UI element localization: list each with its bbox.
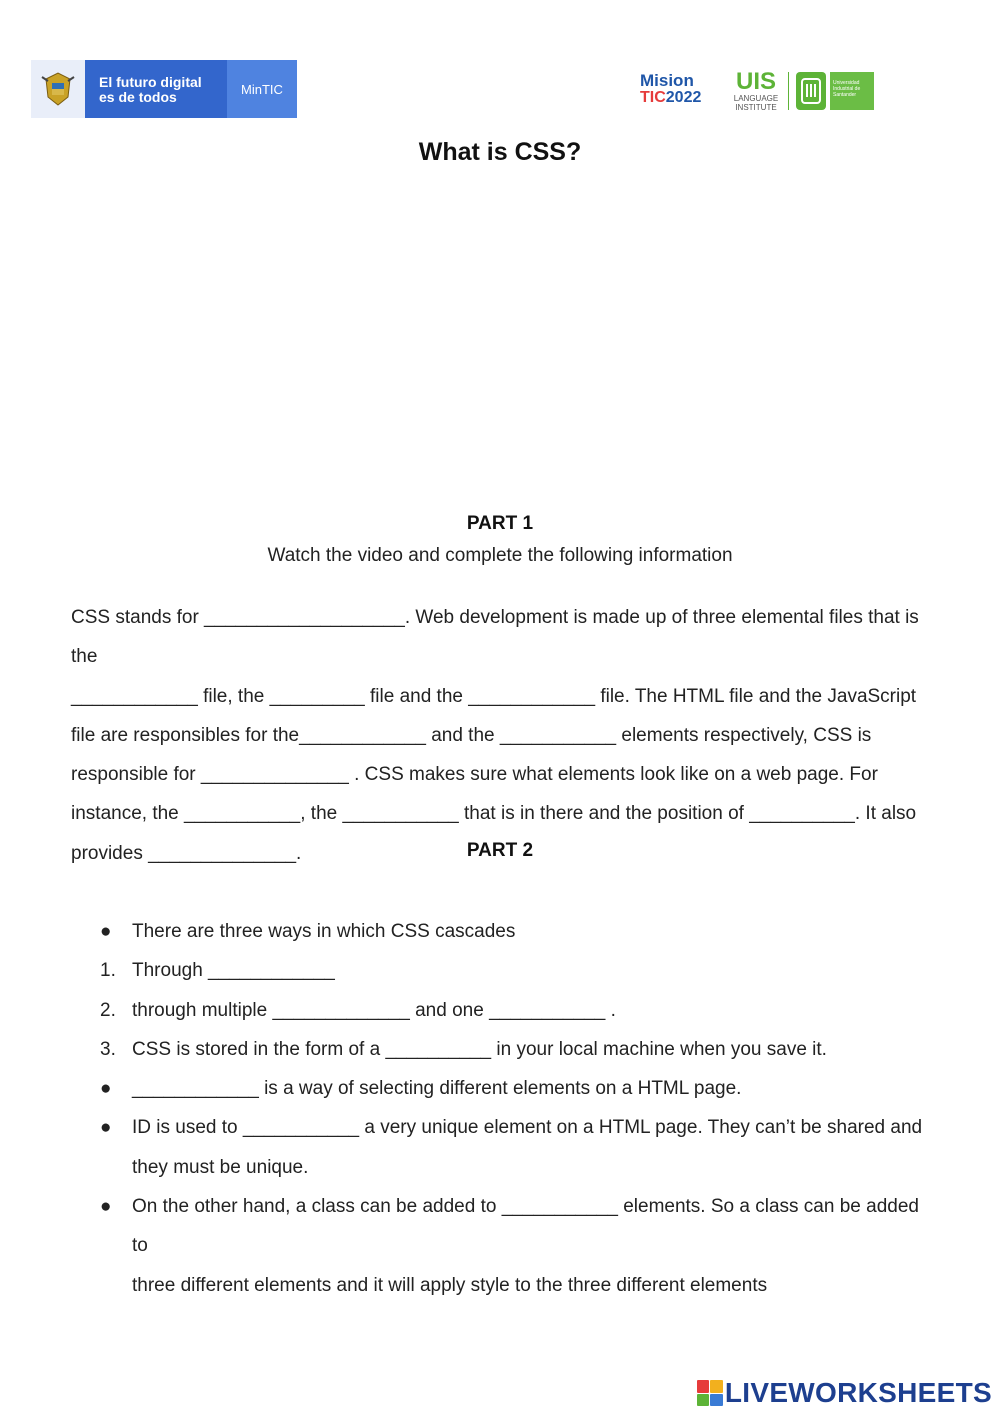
uis-language-institute-logo	[728, 70, 784, 116]
part1-paragraph	[71, 598, 931, 873]
part2-heading: PART 2	[466, 840, 534, 861]
list-item-text: Through ____________	[132, 960, 335, 982]
paragraph-line: ____________ file, the _________ file and the ____________ file. The HTML file and the JavaScript	[71, 685, 917, 707]
mintic-slogan-line1: El futuro digital	[99, 74, 202, 90]
mision-tic-line1: Mision	[640, 71, 694, 90]
university-name: Universidad Industrial de Santander	[830, 72, 874, 110]
part1-instruction: Watch the video and complete the following information	[267, 545, 733, 566]
list-item-text: three different elements and it will apply style to the three different elements	[132, 1274, 768, 1296]
list-marker: 1.	[100, 960, 116, 982]
mision-tic-line2	[640, 89, 712, 106]
list-marker: ●	[100, 921, 112, 942]
uis-university-logo	[796, 72, 874, 110]
uis-wordmark: UIS	[735, 68, 776, 95]
mintic-slogan	[85, 60, 227, 118]
list-marker: ●	[100, 1196, 112, 1218]
colombia-crest-icon	[31, 60, 85, 118]
watermark-text: LIVEWORKSHEETS	[724, 1377, 992, 1408]
list-item	[100, 1108, 940, 1187]
list-marker: ●	[100, 1117, 112, 1139]
part1-heading: PART 1	[466, 513, 534, 534]
paragraph-line: file are responsibles for the____________ and the ___________ elements respectively, CSS is	[71, 724, 872, 746]
mintic-slogan-line2: es de todos	[99, 89, 177, 105]
list-marker: 3.	[100, 1038, 116, 1060]
logo-divider	[788, 72, 789, 110]
liveworksheets-cube-icon	[697, 1380, 723, 1406]
list-item-text: On the other hand, a class can be added to ___________ elements. So a class can be added to	[132, 1196, 919, 1257]
list-item	[100, 951, 940, 990]
page-title: What is CSS?	[418, 138, 582, 166]
mision-tic-year: 2022	[665, 89, 702, 106]
list-marker: 2.	[100, 999, 116, 1021]
paragraph-line: instance, the ___________, the ___________ that is in there and the position of __________. It also	[71, 803, 917, 825]
list-item-text: they must be unique.	[132, 1156, 309, 1178]
mintic-brand: MinTIC	[227, 60, 297, 118]
list-item-text: ____________ is a way of selecting different elements on a HTML page.	[132, 1078, 742, 1100]
paragraph-line: provides ______________.	[71, 842, 302, 864]
mision-tic-tic: TIC	[640, 89, 666, 106]
list-item-text: through multiple _____________ and one ___________ .	[132, 999, 616, 1021]
uis-language: LANGUAGE	[733, 94, 779, 103]
list-item-text: There are three ways in which CSS cascades	[132, 921, 516, 942]
list-item	[100, 912, 940, 951]
list-item	[100, 1187, 940, 1305]
list-item	[100, 1069, 940, 1108]
paragraph-line: CSS stands for ___________________. Web development is made up of three elemental files that is the	[71, 607, 919, 668]
uis-institute: INSTITUTE	[735, 103, 777, 112]
mintic-logo	[31, 60, 297, 118]
paragraph-line: responsible for ______________ . CSS makes sure what elements look like on a web page. For	[71, 764, 878, 786]
list-marker: ●	[100, 1078, 112, 1100]
uis-seal-icon	[796, 72, 826, 110]
list-item-text: CSS is stored in the form of a __________ in your local machine when you save it.	[132, 1038, 827, 1060]
list-item-text: ID is used to ___________ a very unique element on a HTML page. They can’t be shared and	[132, 1117, 923, 1139]
list-item	[100, 991, 940, 1030]
list-item	[100, 1030, 940, 1069]
part2-list	[100, 912, 940, 1305]
liveworksheets-watermark	[697, 1377, 992, 1409]
mision-tic-logo	[640, 72, 712, 116]
